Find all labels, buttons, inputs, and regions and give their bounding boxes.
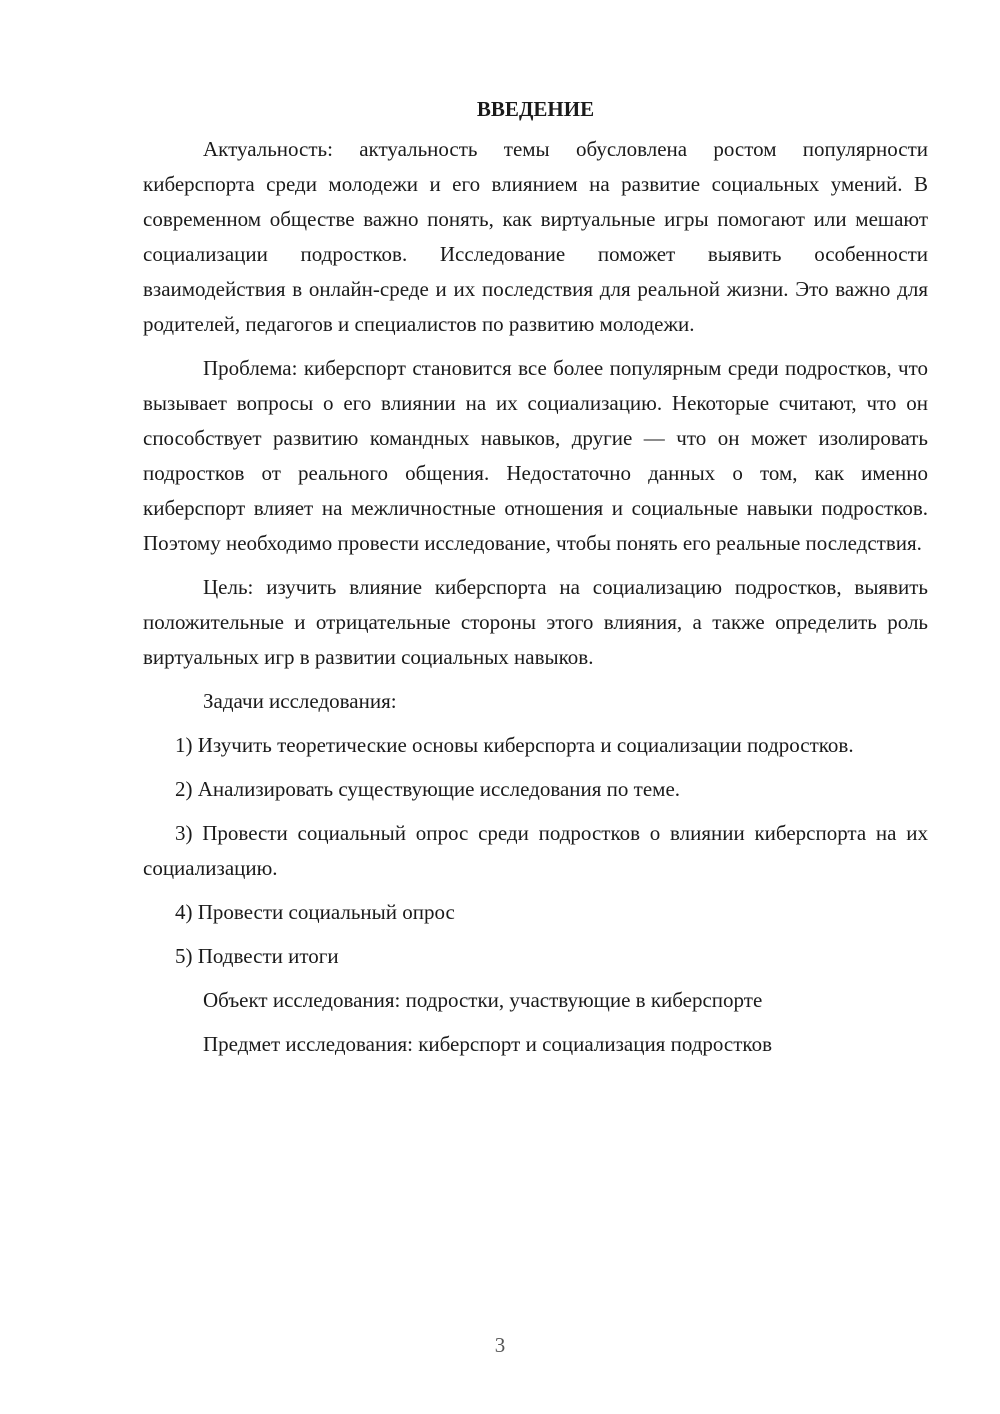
relevance-paragraph: Актуальность: актуальность темы обусловлена ростом популярности киберспорта среди молодежи и его влиянием на развитие социальных умений. В современном обществе важно понять, как виртуальные игры помогают или мешают социализации подростков. Исследование поможет выявить особенности взаимодействия в онлайн-среде и их последствия для реальной жизни. Это важно для родителей, педагогов и специалистов по развитию молодежи. xyxy=(143,137,928,336)
document-page xyxy=(143,92,928,1071)
task-item-1: 1) Изучить теоретические основы киберспорта и социализации подростков. xyxy=(175,733,854,757)
research-object: Объект исследования: подростки, участвующие в киберспорте xyxy=(203,988,763,1012)
page-number: 3 xyxy=(494,1333,506,1357)
task-item-3: 3) Провести социальный опрос среди подростков о влиянии киберспорта на их социализацию. xyxy=(143,821,928,880)
tasks-title: Задачи исследования: xyxy=(203,689,397,713)
task-item-2: 2) Анализировать существующие исследования по теме. xyxy=(175,777,681,801)
research-subject: Предмет исследования: киберспорт и социализация подростков xyxy=(203,1032,772,1056)
problem-paragraph: Проблема: киберспорт становится все более популярным среди подростков, что вызывает вопросы о его влиянии на их социализацию. Некоторые считают, что он способствует развитию командных навыков, другие — что он может изолировать подростков от реального общения. Недостаточно данных о том, как именно киберспорт влияет на межличностные отношения и социальные навыки подростков. Поэтому необходимо провести исследование, чтобы понять его реальные последствия. xyxy=(143,356,928,555)
task-item-5: 5) Подвести итоги xyxy=(175,944,339,968)
task-item-4: 4) Провести социальный опрос xyxy=(175,900,455,924)
section-heading: ВВЕДЕНИЕ xyxy=(476,97,595,121)
goal-paragraph: Цель: изучить влияние киберспорта на социализацию подростков, выявить положительные и отрицательные стороны этого влияния, а также определить роль виртуальных игр в развитии социальных навыков. xyxy=(143,575,928,669)
